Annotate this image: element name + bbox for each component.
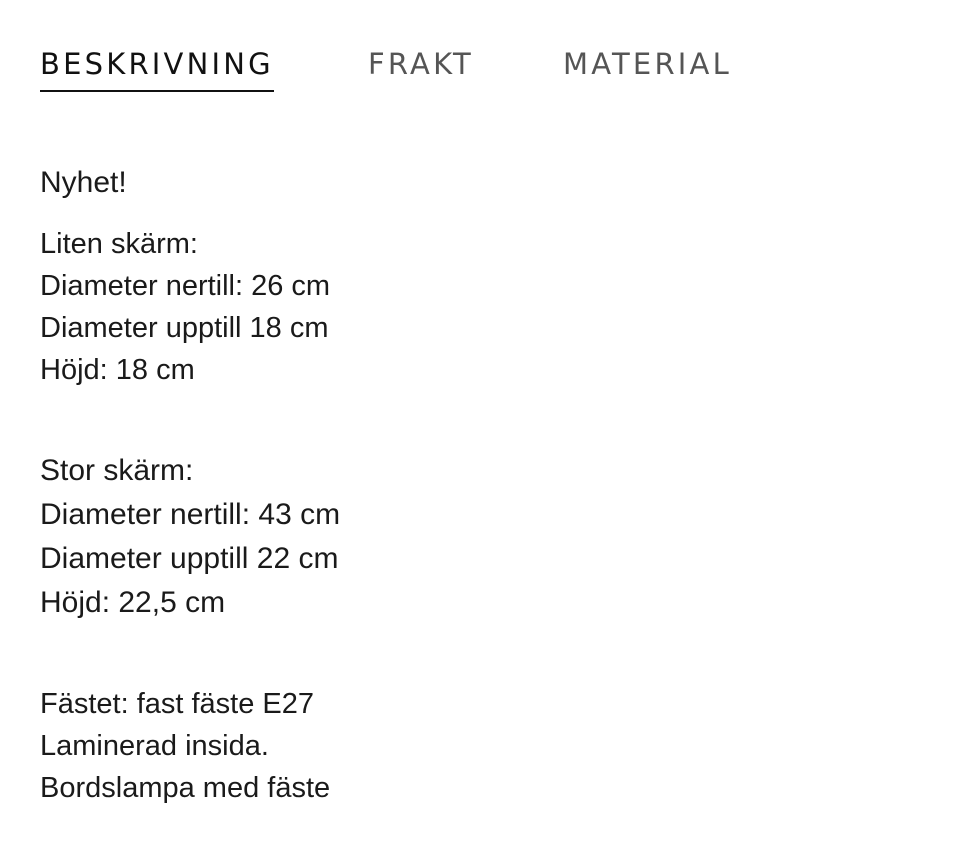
fitting-specs: [40, 683, 330, 809]
spec-line: Laminerad insida.: [40, 730, 269, 762]
spec-line: Höjd: 18 cm: [40, 354, 195, 386]
spec-line: Höjd: 22,5 cm: [40, 586, 226, 619]
spec-line: Fästet: fast fäste E27: [40, 688, 315, 720]
spec-line: Bordslampa med fäste: [40, 772, 331, 804]
tab-beskrivning[interactable]: BESKRIVNING: [40, 44, 274, 92]
tab-frakt[interactable]: FRAKT: [368, 47, 474, 81]
spec-line: Diameter nertill: 26 cm: [40, 270, 331, 302]
small-shade-specs: [40, 223, 330, 391]
spec-line: Diameter upptill 22 cm: [40, 542, 339, 575]
spec-line: Stor skärm:: [40, 454, 194, 487]
large-shade-specs: [40, 449, 340, 625]
tab-material[interactable]: MATERIAL: [563, 47, 732, 81]
description-intro: Nyhet!: [40, 166, 127, 199]
spec-line: Liten skärm:: [40, 228, 198, 260]
description-panel: [40, 165, 920, 804]
spec-line: Diameter upptill 18 cm: [40, 312, 329, 344]
spec-line: Diameter nertill: 43 cm: [40, 498, 341, 531]
